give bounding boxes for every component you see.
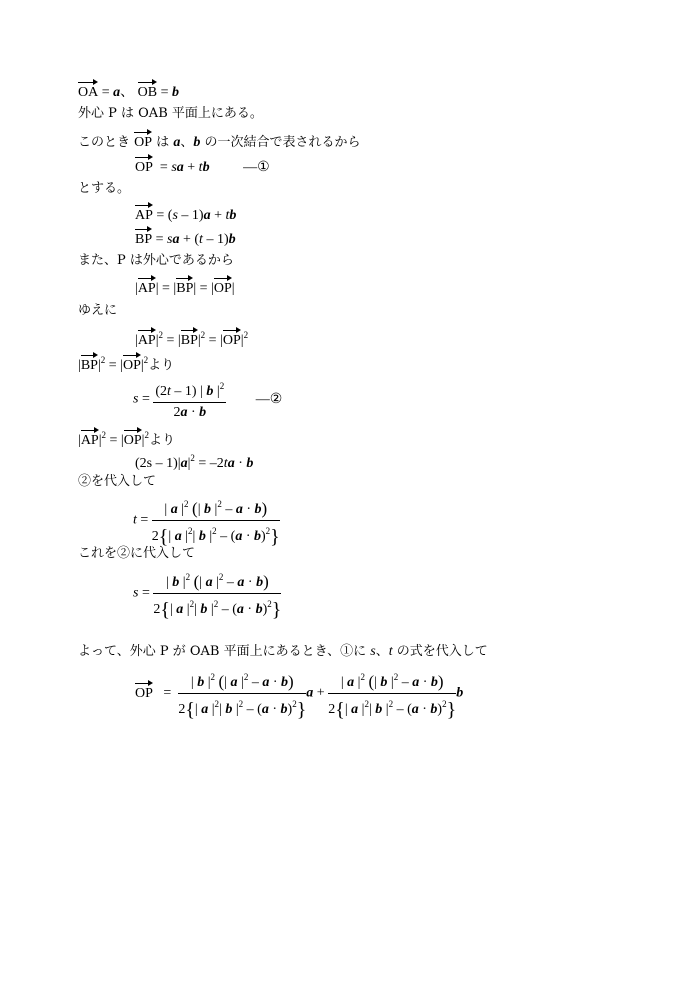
- vector-OP: OP: [135, 682, 153, 703]
- statement-line: 外心 P は OAB 平面上にある。: [78, 106, 263, 121]
- vector-BP: BP: [176, 277, 193, 298]
- definition-line: OA = a、 OB = b: [78, 81, 179, 102]
- equation-ref-2: ―②: [255, 391, 283, 407]
- fraction: $\frac{| b |^2 (| a |^2 - a \cdot b)}{2\{| a |^2| b |^2 - (a \cdot b)^2\}}$: [178, 668, 306, 719]
- vector-AP: AP: [81, 429, 99, 450]
- text-segment: の式を代入して: [392, 644, 488, 659]
- conclusion-line: [78, 643, 488, 661]
- equation-ref-1: ―①: [243, 160, 270, 175]
- equal-lengths: |AP| = |BP| = |OP|: [135, 277, 235, 298]
- text-segment: より: [148, 358, 175, 373]
- vector-OP: OP: [124, 429, 142, 450]
- fraction: $\frac{| b |^2 (| a |^2 - a \cdot b)}{2\{| a |^2| b |^2 - (a \cdot b)^2\}}$: [153, 568, 281, 619]
- vector-BP: BP: [81, 354, 98, 375]
- fraction: $\frac{(2t - 1) | b |^2}{2a \cdot b}$: [153, 377, 226, 422]
- equation-t: t = $\frac{| a |^2 (| b |^2 - a \cdot b)}{2\{| a |^2| b |^2 - (a \cdot b)^2\}}$: [133, 495, 280, 546]
- statement-line: ②を代入して: [78, 474, 157, 489]
- condition-BP-OP: $|BP|^2 = |OP|^2$より: [78, 355, 175, 373]
- text-segment: 、: [375, 644, 389, 659]
- equation-s: s = $\frac{| b |^2 (| a |^2 - a \cdot b)}{2\{| a |^2| b |^2 - (a \cdot b)^2\}}$: [133, 568, 281, 619]
- vector-OP: OP: [223, 329, 241, 350]
- vector-a: a: [113, 85, 121, 100]
- comma: 、: [120, 85, 135, 100]
- text-segment: の一次結合で表されるから: [200, 135, 361, 150]
- equation-AP: AP = (s – 1)a + tb: [135, 204, 236, 225]
- vector-OB: OB: [138, 81, 157, 102]
- vector-a: a: [173, 135, 181, 150]
- linear-combination-line: [78, 131, 360, 152]
- equation-2: s = $\frac{(2t - 1) | b |^2}{2a \cdot b}$ ―②: [133, 377, 282, 422]
- text-segment: よって、外心 P が OAB 平面上にあるとき、①に: [78, 644, 371, 659]
- statement-line: とする。: [78, 181, 131, 196]
- fraction: $\frac{| a |^2 (| b |^2 - a \cdot b)}{2\{| a |^2| b |^2 - (a \cdot b)^2\}}$: [328, 668, 456, 719]
- text-segment: より: [148, 433, 175, 448]
- statement-line: これを②に代入して: [78, 546, 196, 561]
- vector-OP: OP: [123, 354, 141, 375]
- fraction: $\frac{| a |^2 (| b |^2 - a \cdot b)}{2\{| a |^2| b |^2 - (a \cdot b)^2\}}$: [152, 495, 280, 546]
- text-segment: 、: [180, 135, 194, 150]
- vector-OP: OP: [135, 156, 153, 177]
- vector-BP: BP: [181, 329, 198, 350]
- statement-line: また、P は外心であるから: [78, 253, 234, 268]
- vector-b: b: [193, 135, 201, 150]
- equation-1: OP = sa + tb ―①: [135, 156, 270, 177]
- vector-OP: OP: [134, 131, 152, 152]
- vector-OA: OA: [78, 81, 98, 102]
- final-result: OP = $\frac{| b |^2 (| a |^2 - a \cdot b)}{2\{| a |^2| b |^2 - (a \cdot b)^2\}}$ a + $\frac{| a |^2 (| b |^2 - a \cdot b)}{2\{| a |^2| b |^2 - (a \cdot b)^2\}}$ b: [135, 668, 463, 719]
- condition-AP-OP: $|AP|^2 = |OP|^2$より: [78, 430, 175, 448]
- variable-s: s: [370, 644, 376, 659]
- text-segment: は: [152, 135, 174, 150]
- equation-BP: BP = sa + (t – 1)b: [135, 228, 236, 249]
- equal-squares: $|AP|^2 = |BP|^2 = |OP|^2$: [135, 330, 249, 348]
- variable-t: t: [388, 644, 393, 659]
- vector-OP: OP: [214, 277, 232, 298]
- vector-AP: AP: [138, 329, 156, 350]
- vector-BP: BP: [135, 228, 152, 249]
- vector-b: b: [172, 85, 179, 100]
- text-segment: このとき: [78, 135, 135, 150]
- vector-AP: AP: [138, 277, 156, 298]
- statement-line: ゆえに: [78, 303, 118, 318]
- vector-AP: AP: [135, 204, 153, 225]
- equation-derived: $(2s - 1)|a|^2 = -2ta \cdot b$: [135, 453, 254, 471]
